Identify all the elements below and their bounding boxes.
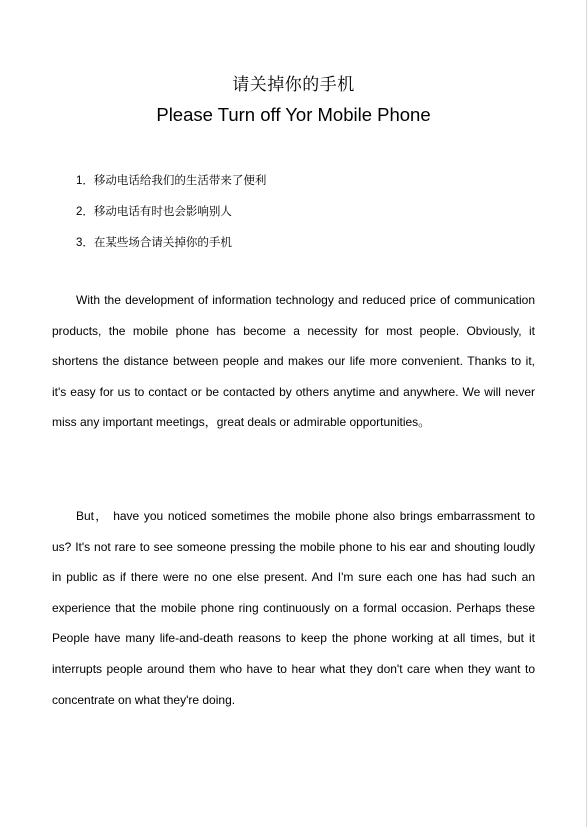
outline-list [76, 166, 536, 259]
body-paragraph-1: With the development of information technology and reduced price of communication products, the mobile phone has become a necessity for most people. Obviously, it shortens the distance between people and makes our life more convenient. Thanks to it, it's easy for us to contact or be contacted by others anytime and anywhere. We will never miss any important meetings，great deals or admirable opportunities。 [52, 293, 535, 430]
outline-item: 1．移动电话给我们的生活带来了便利 [76, 175, 267, 187]
document-title-english: Please Turn off Yor Mobile Phone [156, 104, 431, 125]
body-paragraph-2: But， have you noticed sometimes the mobile phone also brings embarrassment to us? It's not rare to see someone pressing the mobile phone to his ear and shouting loudly in public as if there were no one else present. And I'm sure each one has had such an experience that the mobile phone ring continuously on a formal occasion. Perhaps these People have many life-and-death reasons to keep the phone working at all times, but it interrupts people around them who have to hear what they don't care when they want to concentrate on what they're doing. [52, 509, 535, 707]
document-title-chinese: 请关掉你的手机 [232, 75, 355, 94]
outline-item: 2．移动电话有时也会影响别人 [76, 206, 232, 218]
outline-item: 3．在某些场合请关掉你的手机 [76, 237, 232, 249]
